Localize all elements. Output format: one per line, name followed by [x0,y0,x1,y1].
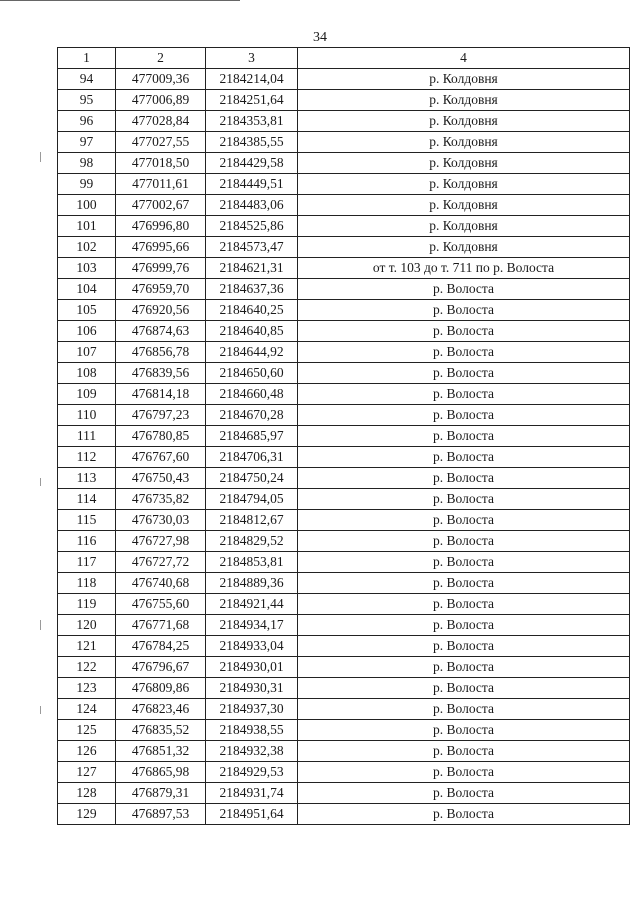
table-row [58,489,630,510]
point-number-cell: 126 [58,741,116,762]
table-row [58,237,630,258]
point-number-cell: 98 [58,153,116,174]
table-row [58,573,630,594]
point-number-cell: 104 [58,279,116,300]
point-number-cell: 115 [58,510,116,531]
point-number-cell: 94 [58,69,116,90]
y-coordinate-cell: 2184385,55 [206,132,298,153]
point-number-cell: 106 [58,321,116,342]
description-cell: р. Волоста [298,720,630,741]
point-number-cell: 110 [58,405,116,426]
x-coordinate-cell: 477027,55 [116,132,206,153]
y-coordinate-cell: 2184640,25 [206,300,298,321]
point-number-cell: 121 [58,636,116,657]
table-row [58,762,630,783]
table-row [58,342,630,363]
table-row [58,132,630,153]
table-body [58,69,630,825]
point-number-cell: 96 [58,111,116,132]
x-coordinate-cell: 477018,50 [116,153,206,174]
table-row [58,720,630,741]
x-coordinate-cell: 476897,53 [116,804,206,825]
point-number-cell: 97 [58,132,116,153]
table-row [58,174,630,195]
description-cell: от т. 103 до т. 711 по р. Волоста [298,258,630,279]
x-coordinate-cell: 476727,98 [116,531,206,552]
y-coordinate-cell: 2184483,06 [206,195,298,216]
point-number-cell: 129 [58,804,116,825]
table-row [58,657,630,678]
point-number-cell: 102 [58,237,116,258]
x-coordinate-cell: 476851,32 [116,741,206,762]
y-coordinate-cell: 2184812,67 [206,510,298,531]
table-row [58,594,630,615]
y-coordinate-cell: 2184573,47 [206,237,298,258]
description-cell: р. Колдовня [298,153,630,174]
y-coordinate-cell: 2184640,85 [206,321,298,342]
description-cell: р. Волоста [298,363,630,384]
y-coordinate-cell: 2184214,04 [206,69,298,90]
x-coordinate-cell: 476767,60 [116,447,206,468]
x-coordinate-cell: 476996,80 [116,216,206,237]
description-cell: р. Колдовня [298,216,630,237]
x-coordinate-cell: 476814,18 [116,384,206,405]
y-coordinate-cell: 2184794,05 [206,489,298,510]
table-row [58,111,630,132]
table-row [58,468,630,489]
x-coordinate-cell: 476755,60 [116,594,206,615]
point-number-cell: 95 [58,90,116,111]
y-coordinate-cell: 2184853,81 [206,552,298,573]
y-coordinate-cell: 2184889,36 [206,573,298,594]
point-number-cell: 114 [58,489,116,510]
description-cell: р. Волоста [298,741,630,762]
description-cell: р. Колдовня [298,69,630,90]
point-number-cell: 101 [58,216,116,237]
y-coordinate-cell: 2184670,28 [206,405,298,426]
x-coordinate-cell: 476750,43 [116,468,206,489]
point-number-cell: 124 [58,699,116,720]
description-cell: р. Волоста [298,657,630,678]
description-cell: р. Волоста [298,531,630,552]
y-coordinate-cell: 2184685,97 [206,426,298,447]
y-coordinate-cell: 2184937,30 [206,699,298,720]
y-coordinate-cell: 2184660,48 [206,384,298,405]
x-coordinate-cell: 476856,78 [116,342,206,363]
x-coordinate-cell: 477028,84 [116,111,206,132]
y-coordinate-cell: 2184644,92 [206,342,298,363]
y-coordinate-cell: 2184921,44 [206,594,298,615]
x-coordinate-cell: 477009,36 [116,69,206,90]
description-cell: р. Волоста [298,489,630,510]
description-cell: р. Волоста [298,615,630,636]
description-cell: р. Колдовня [298,237,630,258]
point-number-cell: 122 [58,657,116,678]
description-cell: р. Колдовня [298,90,630,111]
y-coordinate-cell: 2184525,86 [206,216,298,237]
y-coordinate-cell: 2184929,53 [206,762,298,783]
point-number-cell: 108 [58,363,116,384]
column-header-x: 2 [116,48,206,69]
description-cell: р. Колдовня [298,195,630,216]
table-row [58,153,630,174]
table-row [58,636,630,657]
coordinates-table [57,47,630,825]
page-number: 34 [313,30,327,45]
table-row [58,216,630,237]
point-number-cell: 100 [58,195,116,216]
description-cell: р. Волоста [298,804,630,825]
y-coordinate-cell: 2184951,64 [206,804,298,825]
x-coordinate-cell: 476959,70 [116,279,206,300]
description-cell: р. Волоста [298,594,630,615]
table-row [58,90,630,111]
table-row [58,531,630,552]
table-row [58,510,630,531]
y-coordinate-cell: 2184251,64 [206,90,298,111]
description-cell: р. Волоста [298,447,630,468]
column-header-description: 4 [298,48,630,69]
description-cell: р. Колдовня [298,174,630,195]
y-coordinate-cell: 2184449,51 [206,174,298,195]
x-coordinate-cell: 476797,23 [116,405,206,426]
table-row [58,741,630,762]
point-number-cell: 112 [58,447,116,468]
x-coordinate-cell: 476865,98 [116,762,206,783]
point-number-cell: 127 [58,762,116,783]
point-number-cell: 128 [58,783,116,804]
y-coordinate-cell: 2184750,24 [206,468,298,489]
description-cell: р. Волоста [298,762,630,783]
column-header-y: 3 [206,48,298,69]
scan-edge-line [0,0,240,1]
x-coordinate-cell: 476995,66 [116,237,206,258]
point-number-cell: 123 [58,678,116,699]
y-coordinate-cell: 2184637,36 [206,279,298,300]
point-number-cell: 120 [58,615,116,636]
table-row [58,447,630,468]
y-coordinate-cell: 2184650,60 [206,363,298,384]
margin-mark [40,620,41,630]
x-coordinate-cell: 476780,85 [116,426,206,447]
y-coordinate-cell: 2184930,01 [206,657,298,678]
table-row [58,405,630,426]
point-number-cell: 125 [58,720,116,741]
point-number-cell: 109 [58,384,116,405]
description-cell: р. Волоста [298,300,630,321]
table-row [58,258,630,279]
x-coordinate-cell: 476823,46 [116,699,206,720]
table-row [58,363,630,384]
x-coordinate-cell: 476784,25 [116,636,206,657]
point-number-cell: 117 [58,552,116,573]
description-cell: р. Волоста [298,405,630,426]
margin-mark [40,706,41,714]
description-cell: р. Волоста [298,552,630,573]
x-coordinate-cell: 476809,86 [116,678,206,699]
x-coordinate-cell: 476999,76 [116,258,206,279]
y-coordinate-cell: 2184934,17 [206,615,298,636]
table-row [58,279,630,300]
point-number-cell: 113 [58,468,116,489]
y-coordinate-cell: 2184621,31 [206,258,298,279]
description-cell: р. Волоста [298,510,630,531]
point-number-cell: 107 [58,342,116,363]
y-coordinate-cell: 2184930,31 [206,678,298,699]
x-coordinate-cell: 476730,03 [116,510,206,531]
description-cell: р. Волоста [298,468,630,489]
table-row [58,300,630,321]
y-coordinate-cell: 2184353,81 [206,111,298,132]
point-number-cell: 105 [58,300,116,321]
description-cell: р. Волоста [298,573,630,594]
point-number-cell: 116 [58,531,116,552]
column-header-point: 1 [58,48,116,69]
description-cell: р. Волоста [298,321,630,342]
y-coordinate-cell: 2184938,55 [206,720,298,741]
description-cell: р. Волоста [298,783,630,804]
x-coordinate-cell: 476735,82 [116,489,206,510]
description-cell: р. Волоста [298,426,630,447]
table-row [58,384,630,405]
description-cell: р. Колдовня [298,111,630,132]
table-row [58,678,630,699]
x-coordinate-cell: 476835,52 [116,720,206,741]
x-coordinate-cell: 476920,56 [116,300,206,321]
x-coordinate-cell: 477002,67 [116,195,206,216]
y-coordinate-cell: 2184933,04 [206,636,298,657]
table-row [58,783,630,804]
description-cell: р. Волоста [298,699,630,720]
table-row [58,321,630,342]
point-number-cell: 111 [58,426,116,447]
table-row [58,699,630,720]
margin-mark [40,152,41,162]
x-coordinate-cell: 476771,68 [116,615,206,636]
description-cell: р. Волоста [298,678,630,699]
margin-mark [40,478,41,486]
x-coordinate-cell: 476874,63 [116,321,206,342]
point-number-cell: 118 [58,573,116,594]
x-coordinate-cell: 476740,68 [116,573,206,594]
description-cell: р. Волоста [298,384,630,405]
y-coordinate-cell: 2184829,52 [206,531,298,552]
description-cell: р. Колдовня [298,132,630,153]
x-coordinate-cell: 476879,31 [116,783,206,804]
table-row [58,804,630,825]
x-coordinate-cell: 477011,61 [116,174,206,195]
x-coordinate-cell: 477006,89 [116,90,206,111]
y-coordinate-cell: 2184429,58 [206,153,298,174]
point-number-cell: 103 [58,258,116,279]
table-header-row [58,48,630,69]
y-coordinate-cell: 2184706,31 [206,447,298,468]
table-row [58,552,630,573]
point-number-cell: 99 [58,174,116,195]
description-cell: р. Волоста [298,279,630,300]
point-number-cell: 119 [58,594,116,615]
y-coordinate-cell: 2184931,74 [206,783,298,804]
table-row [58,426,630,447]
y-coordinate-cell: 2184932,38 [206,741,298,762]
description-cell: р. Волоста [298,342,630,363]
x-coordinate-cell: 476727,72 [116,552,206,573]
table-row [58,615,630,636]
description-cell: р. Волоста [298,636,630,657]
table-row [58,195,630,216]
x-coordinate-cell: 476796,67 [116,657,206,678]
x-coordinate-cell: 476839,56 [116,363,206,384]
table-row [58,69,630,90]
